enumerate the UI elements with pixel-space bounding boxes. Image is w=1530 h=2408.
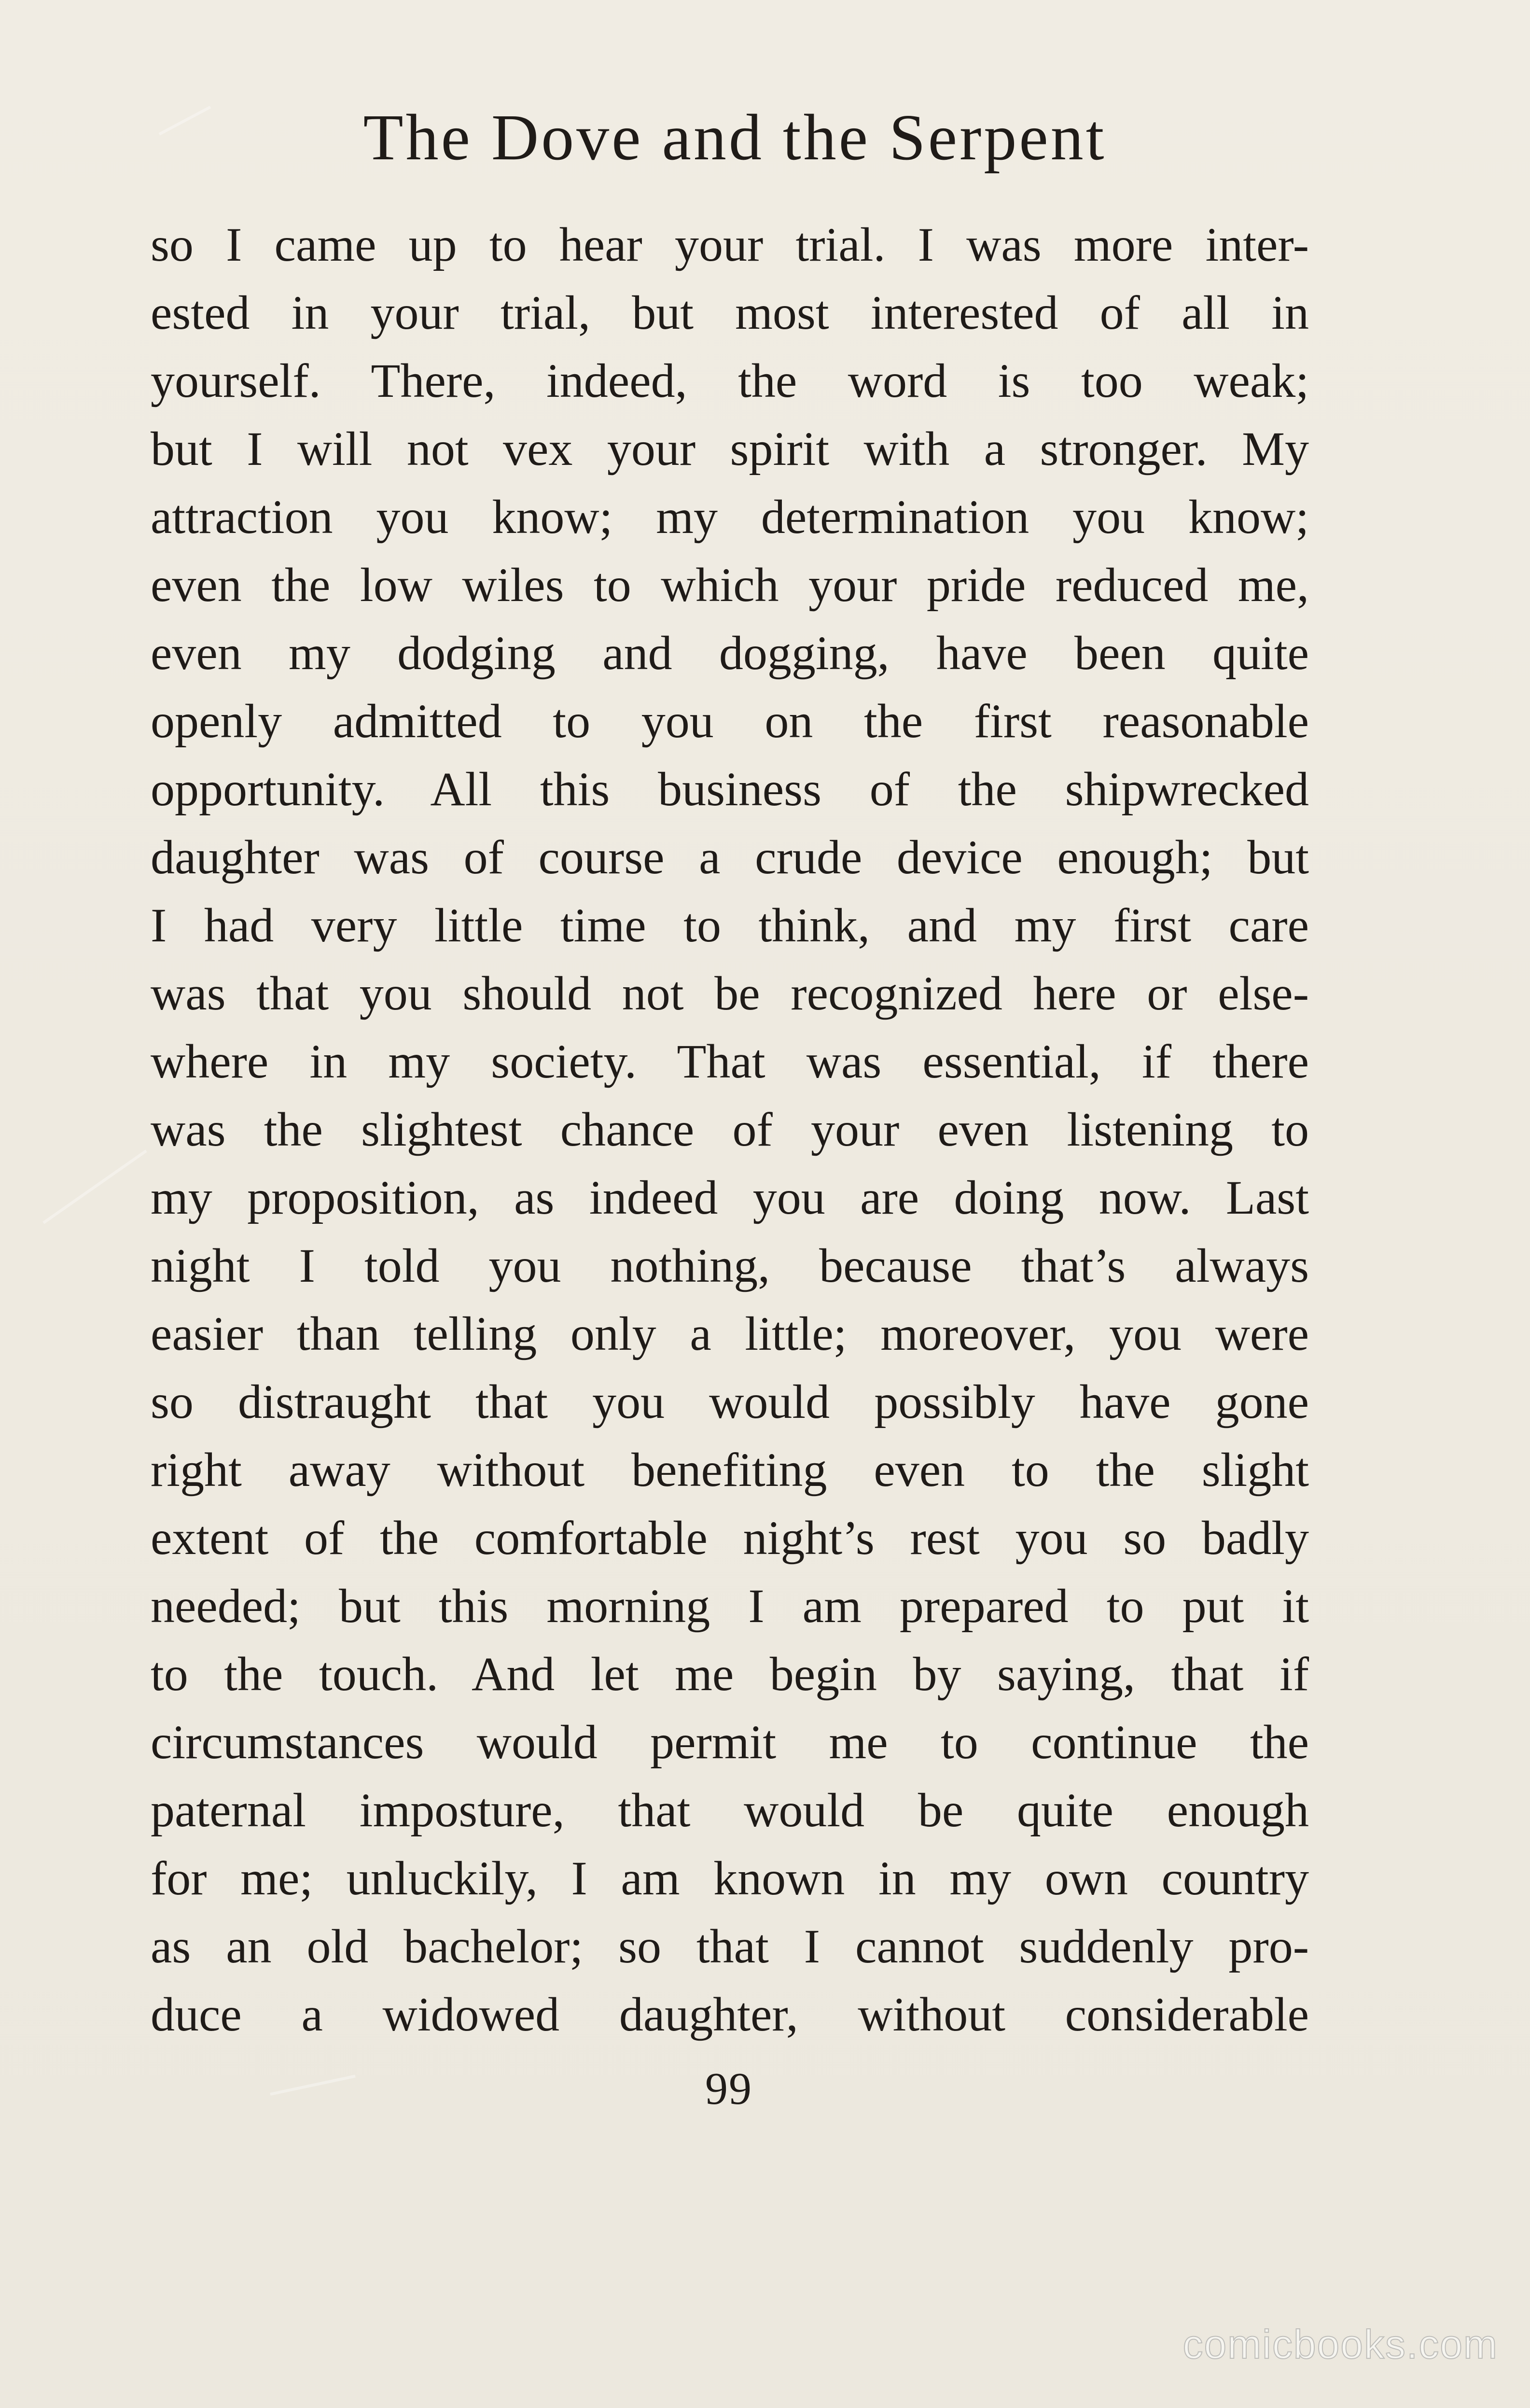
text-line: paternal imposture, that would be quite enough xyxy=(151,1783,1309,1837)
text-line: duce a widowed daughter, without considerable xyxy=(151,1988,1309,2041)
text-line: even the low wiles to which your pride reduced me, xyxy=(151,558,1309,612)
text-line: but I will not vex your spirit with a stronger. My xyxy=(151,422,1309,476)
text-line: easier than telling only a little; moreover, you were xyxy=(151,1307,1309,1360)
body-text xyxy=(151,210,1309,2048)
text-line: where in my society. That was essential, if there xyxy=(151,1035,1309,1088)
text-line: ested in your trial, but most interested of all in xyxy=(151,286,1309,339)
text-line: right away without benefiting even to the slight xyxy=(151,1443,1309,1497)
text-line: I had very little time to think, and my first care xyxy=(151,898,1309,952)
text-line: so I came up to hear your trial. I was more inter- xyxy=(151,218,1309,271)
text-line: so distraught that you would possibly have gone xyxy=(151,1375,1309,1428)
paper-crease xyxy=(42,1149,147,1224)
text-line: was the slightest chance of your even listening to xyxy=(151,1103,1309,1156)
text-line: for me; unluckily, I am known in my own country xyxy=(151,1851,1309,1905)
text-line: night I told you nothing, because that’s always xyxy=(151,1239,1309,1292)
watermark: comicbooks.com xyxy=(1182,2322,1498,2367)
text-line: even my dodging and dogging, have been quite xyxy=(151,626,1309,680)
text-line: extent of the comfortable night’s rest you so badly xyxy=(151,1511,1309,1565)
text-line: needed; but this morning I am prepared to put it xyxy=(151,1579,1309,1633)
running-head: The Dove and the Serpent xyxy=(363,101,1107,174)
text-line: opportunity. All this business of the shipwrecked xyxy=(151,762,1309,816)
text-line: my proposition, as indeed you are doing now. Last xyxy=(151,1171,1309,1224)
page-number: 99 xyxy=(705,2064,752,2114)
text-line: openly admitted to you on the first reasonable xyxy=(151,694,1309,748)
text-line: as an old bachelor; so that I cannot suddenly pro- xyxy=(151,1919,1309,1973)
text-line: was that you should not be recognized here or else- xyxy=(151,966,1309,1020)
text-line: to the touch. And let me begin by saying, that if xyxy=(151,1647,1309,1701)
text-line: circumstances would permit me to continue the xyxy=(151,1715,1309,1769)
text-line: yourself. There, indeed, the word is too weak; xyxy=(151,354,1309,407)
text-line: daughter was of course a crude device enough; but xyxy=(151,830,1309,884)
text-line: attraction you know; my determination you know; xyxy=(151,490,1309,544)
